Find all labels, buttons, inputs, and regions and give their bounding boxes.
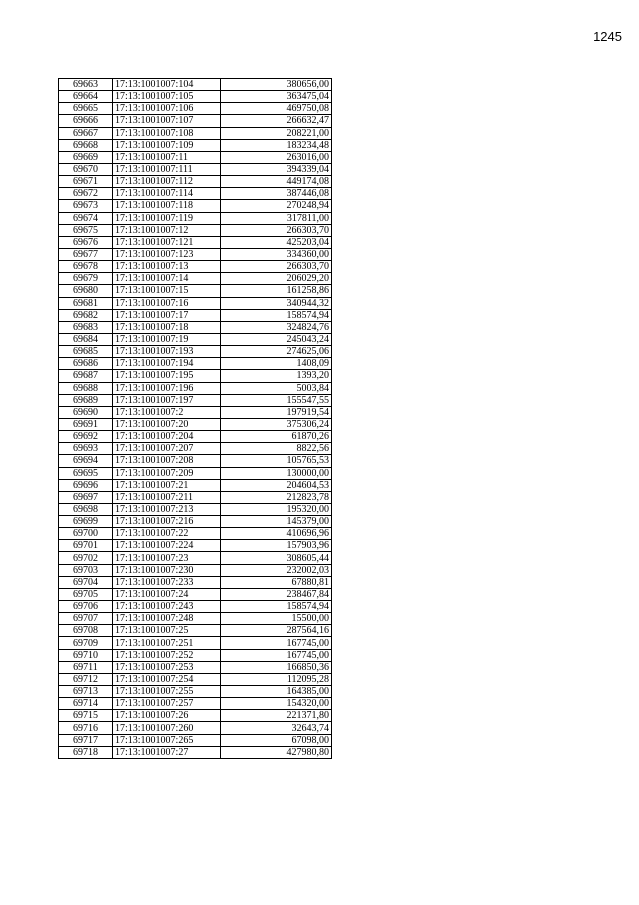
row-amount-cell: 221371,80 — [221, 710, 332, 722]
row-amount-cell: 449174,08 — [221, 176, 332, 188]
row-code-cell: 17:13:1001007:16 — [113, 297, 221, 309]
row-amount-cell: 8822,56 — [221, 443, 332, 455]
row-code-cell: 17:13:1001007:121 — [113, 236, 221, 248]
table-row — [59, 224, 332, 236]
table-row — [59, 333, 332, 345]
row-amount-cell: 274625,06 — [221, 346, 332, 358]
table-row — [59, 370, 332, 382]
row-id-cell: 69706 — [59, 601, 113, 613]
table-row — [59, 418, 332, 430]
row-id-cell: 69681 — [59, 297, 113, 309]
row-id-cell: 69665 — [59, 103, 113, 115]
row-id-cell: 69687 — [59, 370, 113, 382]
row-code-cell: 17:13:1001007:260 — [113, 722, 221, 734]
table-row — [59, 321, 332, 333]
row-code-cell: 17:13:1001007:118 — [113, 200, 221, 212]
row-amount-cell: 67880,81 — [221, 576, 332, 588]
row-amount-cell: 208221,00 — [221, 127, 332, 139]
row-id-cell: 69682 — [59, 309, 113, 321]
row-id-cell: 69708 — [59, 625, 113, 637]
row-id-cell: 69707 — [59, 613, 113, 625]
row-code-cell: 17:13:1001007:248 — [113, 613, 221, 625]
row-code-cell: 17:13:1001007:230 — [113, 564, 221, 576]
row-amount-cell: 32643,74 — [221, 722, 332, 734]
table-row — [59, 273, 332, 285]
row-id-cell: 69672 — [59, 188, 113, 200]
row-code-cell: 17:13:1001007:114 — [113, 188, 221, 200]
table-row — [59, 673, 332, 685]
row-code-cell: 17:13:1001007:193 — [113, 346, 221, 358]
row-code-cell: 17:13:1001007:243 — [113, 601, 221, 613]
row-code-cell: 17:13:1001007:12 — [113, 224, 221, 236]
table-row — [59, 613, 332, 625]
table-row — [59, 151, 332, 163]
row-code-cell: 17:13:1001007:25 — [113, 625, 221, 637]
row-code-cell: 17:13:1001007:251 — [113, 637, 221, 649]
table-body — [59, 79, 332, 759]
table-row — [59, 503, 332, 515]
row-code-cell: 17:13:1001007:27 — [113, 746, 221, 758]
table-row — [59, 285, 332, 297]
row-code-cell: 17:13:1001007:24 — [113, 588, 221, 600]
table-row — [59, 637, 332, 649]
row-amount-cell: 112095,28 — [221, 673, 332, 685]
row-code-cell: 17:13:1001007:20 — [113, 418, 221, 430]
row-id-cell: 69663 — [59, 79, 113, 91]
row-id-cell: 69664 — [59, 91, 113, 103]
row-code-cell: 17:13:1001007:209 — [113, 467, 221, 479]
row-code-cell: 17:13:1001007:18 — [113, 321, 221, 333]
row-id-cell: 69667 — [59, 127, 113, 139]
table-row — [59, 443, 332, 455]
row-id-cell: 69713 — [59, 686, 113, 698]
row-code-cell: 17:13:1001007:23 — [113, 552, 221, 564]
table-row — [59, 601, 332, 613]
row-id-cell: 69701 — [59, 540, 113, 552]
row-code-cell: 17:13:1001007:119 — [113, 212, 221, 224]
row-amount-cell: 145379,00 — [221, 516, 332, 528]
table-row — [59, 686, 332, 698]
row-id-cell: 69683 — [59, 321, 113, 333]
row-code-cell: 17:13:1001007:196 — [113, 382, 221, 394]
row-code-cell: 17:13:1001007:17 — [113, 309, 221, 321]
row-id-cell: 69685 — [59, 346, 113, 358]
row-amount-cell: 164385,00 — [221, 686, 332, 698]
table-row — [59, 734, 332, 746]
row-id-cell: 69669 — [59, 151, 113, 163]
table-row — [59, 127, 332, 139]
table-row — [59, 139, 332, 151]
row-id-cell: 69686 — [59, 358, 113, 370]
row-code-cell: 17:13:1001007:254 — [113, 673, 221, 685]
row-id-cell: 69695 — [59, 467, 113, 479]
page-number: 1245 — [593, 29, 622, 44]
row-id-cell: 69718 — [59, 746, 113, 758]
row-code-cell: 17:13:1001007:14 — [113, 273, 221, 285]
table-row — [59, 188, 332, 200]
row-id-cell: 69703 — [59, 564, 113, 576]
row-amount-cell: 5003,84 — [221, 382, 332, 394]
table-row — [59, 576, 332, 588]
row-id-cell: 69712 — [59, 673, 113, 685]
row-amount-cell: 232002,03 — [221, 564, 332, 576]
row-code-cell: 17:13:1001007:104 — [113, 79, 221, 91]
row-amount-cell: 410696,96 — [221, 528, 332, 540]
table-row — [59, 552, 332, 564]
row-code-cell: 17:13:1001007:21 — [113, 479, 221, 491]
row-code-cell: 17:13:1001007:13 — [113, 261, 221, 273]
table-row — [59, 212, 332, 224]
table-row — [59, 455, 332, 467]
row-id-cell: 69671 — [59, 176, 113, 188]
table-row — [59, 91, 332, 103]
row-code-cell: 17:13:1001007:233 — [113, 576, 221, 588]
row-code-cell: 17:13:1001007:213 — [113, 503, 221, 515]
row-amount-cell: 204604,53 — [221, 479, 332, 491]
row-amount-cell: 427980,80 — [221, 746, 332, 758]
row-id-cell: 69697 — [59, 491, 113, 503]
row-code-cell: 17:13:1001007:265 — [113, 734, 221, 746]
row-code-cell: 17:13:1001007:208 — [113, 455, 221, 467]
row-code-cell: 17:13:1001007:255 — [113, 686, 221, 698]
table-row — [59, 467, 332, 479]
row-amount-cell: 380656,00 — [221, 79, 332, 91]
row-amount-cell: 183234,48 — [221, 139, 332, 151]
row-id-cell: 69674 — [59, 212, 113, 224]
table-row — [59, 358, 332, 370]
row-code-cell: 17:13:1001007:224 — [113, 540, 221, 552]
row-amount-cell: 195320,00 — [221, 503, 332, 515]
row-code-cell: 17:13:1001007:22 — [113, 528, 221, 540]
table-row — [59, 491, 332, 503]
row-amount-cell: 61870,26 — [221, 431, 332, 443]
row-id-cell: 69676 — [59, 236, 113, 248]
row-amount-cell: 161258,86 — [221, 285, 332, 297]
row-id-cell: 69678 — [59, 261, 113, 273]
row-code-cell: 17:13:1001007:204 — [113, 431, 221, 443]
table-row — [59, 649, 332, 661]
row-amount-cell: 266303,70 — [221, 261, 332, 273]
row-code-cell: 17:13:1001007:216 — [113, 516, 221, 528]
row-id-cell: 69714 — [59, 698, 113, 710]
row-id-cell: 69691 — [59, 418, 113, 430]
table-row — [59, 528, 332, 540]
row-amount-cell: 317811,00 — [221, 212, 332, 224]
table-row — [59, 248, 332, 260]
table-row — [59, 346, 332, 358]
table-row — [59, 79, 332, 91]
table-row — [59, 236, 332, 248]
row-amount-cell: 363475,04 — [221, 91, 332, 103]
table-row — [59, 406, 332, 418]
table-row — [59, 540, 332, 552]
row-id-cell: 69710 — [59, 649, 113, 661]
row-amount-cell: 167745,00 — [221, 649, 332, 661]
row-amount-cell: 287564,16 — [221, 625, 332, 637]
row-amount-cell: 425203,04 — [221, 236, 332, 248]
table-row — [59, 261, 332, 273]
table-row — [59, 564, 332, 576]
row-code-cell: 17:13:1001007:106 — [113, 103, 221, 115]
table-row — [59, 698, 332, 710]
row-id-cell: 69709 — [59, 637, 113, 649]
row-id-cell: 69711 — [59, 661, 113, 673]
table-row — [59, 200, 332, 212]
row-id-cell: 69699 — [59, 516, 113, 528]
table-row — [59, 297, 332, 309]
row-id-cell: 69688 — [59, 382, 113, 394]
row-code-cell: 17:13:1001007:19 — [113, 333, 221, 345]
row-code-cell: 17:13:1001007:253 — [113, 661, 221, 673]
row-id-cell: 69679 — [59, 273, 113, 285]
row-code-cell: 17:13:1001007:252 — [113, 649, 221, 661]
row-id-cell: 69693 — [59, 443, 113, 455]
table-row — [59, 382, 332, 394]
table-row — [59, 661, 332, 673]
row-code-cell: 17:13:1001007:195 — [113, 370, 221, 382]
row-amount-cell: 130000,00 — [221, 467, 332, 479]
table-row — [59, 163, 332, 175]
row-amount-cell: 67098,00 — [221, 734, 332, 746]
table-row — [59, 115, 332, 127]
row-code-cell: 17:13:1001007:197 — [113, 394, 221, 406]
row-amount-cell: 158574,94 — [221, 601, 332, 613]
row-id-cell: 69680 — [59, 285, 113, 297]
row-code-cell: 17:13:1001007:11 — [113, 151, 221, 163]
row-id-cell: 69698 — [59, 503, 113, 515]
row-amount-cell: 157903,96 — [221, 540, 332, 552]
table-row — [59, 710, 332, 722]
row-id-cell: 69692 — [59, 431, 113, 443]
row-code-cell: 17:13:1001007:107 — [113, 115, 221, 127]
row-id-cell: 69689 — [59, 394, 113, 406]
row-amount-cell: 340944,32 — [221, 297, 332, 309]
table-row — [59, 479, 332, 491]
row-id-cell: 69666 — [59, 115, 113, 127]
row-id-cell: 69668 — [59, 139, 113, 151]
row-amount-cell: 334360,00 — [221, 248, 332, 260]
row-amount-cell: 263016,00 — [221, 151, 332, 163]
data-table — [58, 78, 332, 759]
row-amount-cell: 1393,20 — [221, 370, 332, 382]
row-code-cell: 17:13:1001007:26 — [113, 710, 221, 722]
row-amount-cell: 206029,20 — [221, 273, 332, 285]
row-amount-cell: 105765,53 — [221, 455, 332, 467]
row-id-cell: 69717 — [59, 734, 113, 746]
table-row — [59, 103, 332, 115]
row-id-cell: 69696 — [59, 479, 113, 491]
row-code-cell: 17:13:1001007:112 — [113, 176, 221, 188]
row-code-cell: 17:13:1001007:108 — [113, 127, 221, 139]
row-code-cell: 17:13:1001007:211 — [113, 491, 221, 503]
table-row — [59, 176, 332, 188]
row-amount-cell: 245043,24 — [221, 333, 332, 345]
row-amount-cell: 166850,36 — [221, 661, 332, 673]
table-row — [59, 431, 332, 443]
row-id-cell: 69716 — [59, 722, 113, 734]
table-row — [59, 309, 332, 321]
row-id-cell: 69694 — [59, 455, 113, 467]
row-id-cell: 69700 — [59, 528, 113, 540]
row-amount-cell: 167745,00 — [221, 637, 332, 649]
row-amount-cell: 158574,94 — [221, 309, 332, 321]
row-id-cell: 69670 — [59, 163, 113, 175]
row-amount-cell: 212823,78 — [221, 491, 332, 503]
row-id-cell: 69702 — [59, 552, 113, 564]
row-code-cell: 17:13:1001007:123 — [113, 248, 221, 260]
row-id-cell: 69677 — [59, 248, 113, 260]
table-row — [59, 588, 332, 600]
row-amount-cell: 266632,47 — [221, 115, 332, 127]
row-amount-cell: 387446,08 — [221, 188, 332, 200]
row-amount-cell: 308605,44 — [221, 552, 332, 564]
row-code-cell: 17:13:1001007:207 — [113, 443, 221, 455]
row-code-cell: 17:13:1001007:105 — [113, 91, 221, 103]
table-row — [59, 722, 332, 734]
row-amount-cell: 197919,54 — [221, 406, 332, 418]
row-id-cell: 69684 — [59, 333, 113, 345]
row-code-cell: 17:13:1001007:2 — [113, 406, 221, 418]
row-amount-cell: 270248,94 — [221, 200, 332, 212]
row-code-cell: 17:13:1001007:15 — [113, 285, 221, 297]
table-row — [59, 394, 332, 406]
row-id-cell: 69690 — [59, 406, 113, 418]
row-amount-cell: 154320,00 — [221, 698, 332, 710]
row-code-cell: 17:13:1001007:257 — [113, 698, 221, 710]
table-row — [59, 516, 332, 528]
row-code-cell: 17:13:1001007:194 — [113, 358, 221, 370]
row-amount-cell: 394339,04 — [221, 163, 332, 175]
row-code-cell: 17:13:1001007:111 — [113, 163, 221, 175]
table-row — [59, 746, 332, 758]
row-amount-cell: 324824,76 — [221, 321, 332, 333]
row-id-cell: 69715 — [59, 710, 113, 722]
row-amount-cell: 1408,09 — [221, 358, 332, 370]
row-code-cell: 17:13:1001007:109 — [113, 139, 221, 151]
table-row — [59, 625, 332, 637]
row-id-cell: 69673 — [59, 200, 113, 212]
row-amount-cell: 15500,00 — [221, 613, 332, 625]
row-amount-cell: 155547,55 — [221, 394, 332, 406]
row-id-cell: 69675 — [59, 224, 113, 236]
row-id-cell: 69705 — [59, 588, 113, 600]
row-id-cell: 69704 — [59, 576, 113, 588]
row-amount-cell: 469750,08 — [221, 103, 332, 115]
row-amount-cell: 238467,84 — [221, 588, 332, 600]
row-amount-cell: 375306,24 — [221, 418, 332, 430]
row-amount-cell: 266303,70 — [221, 224, 332, 236]
